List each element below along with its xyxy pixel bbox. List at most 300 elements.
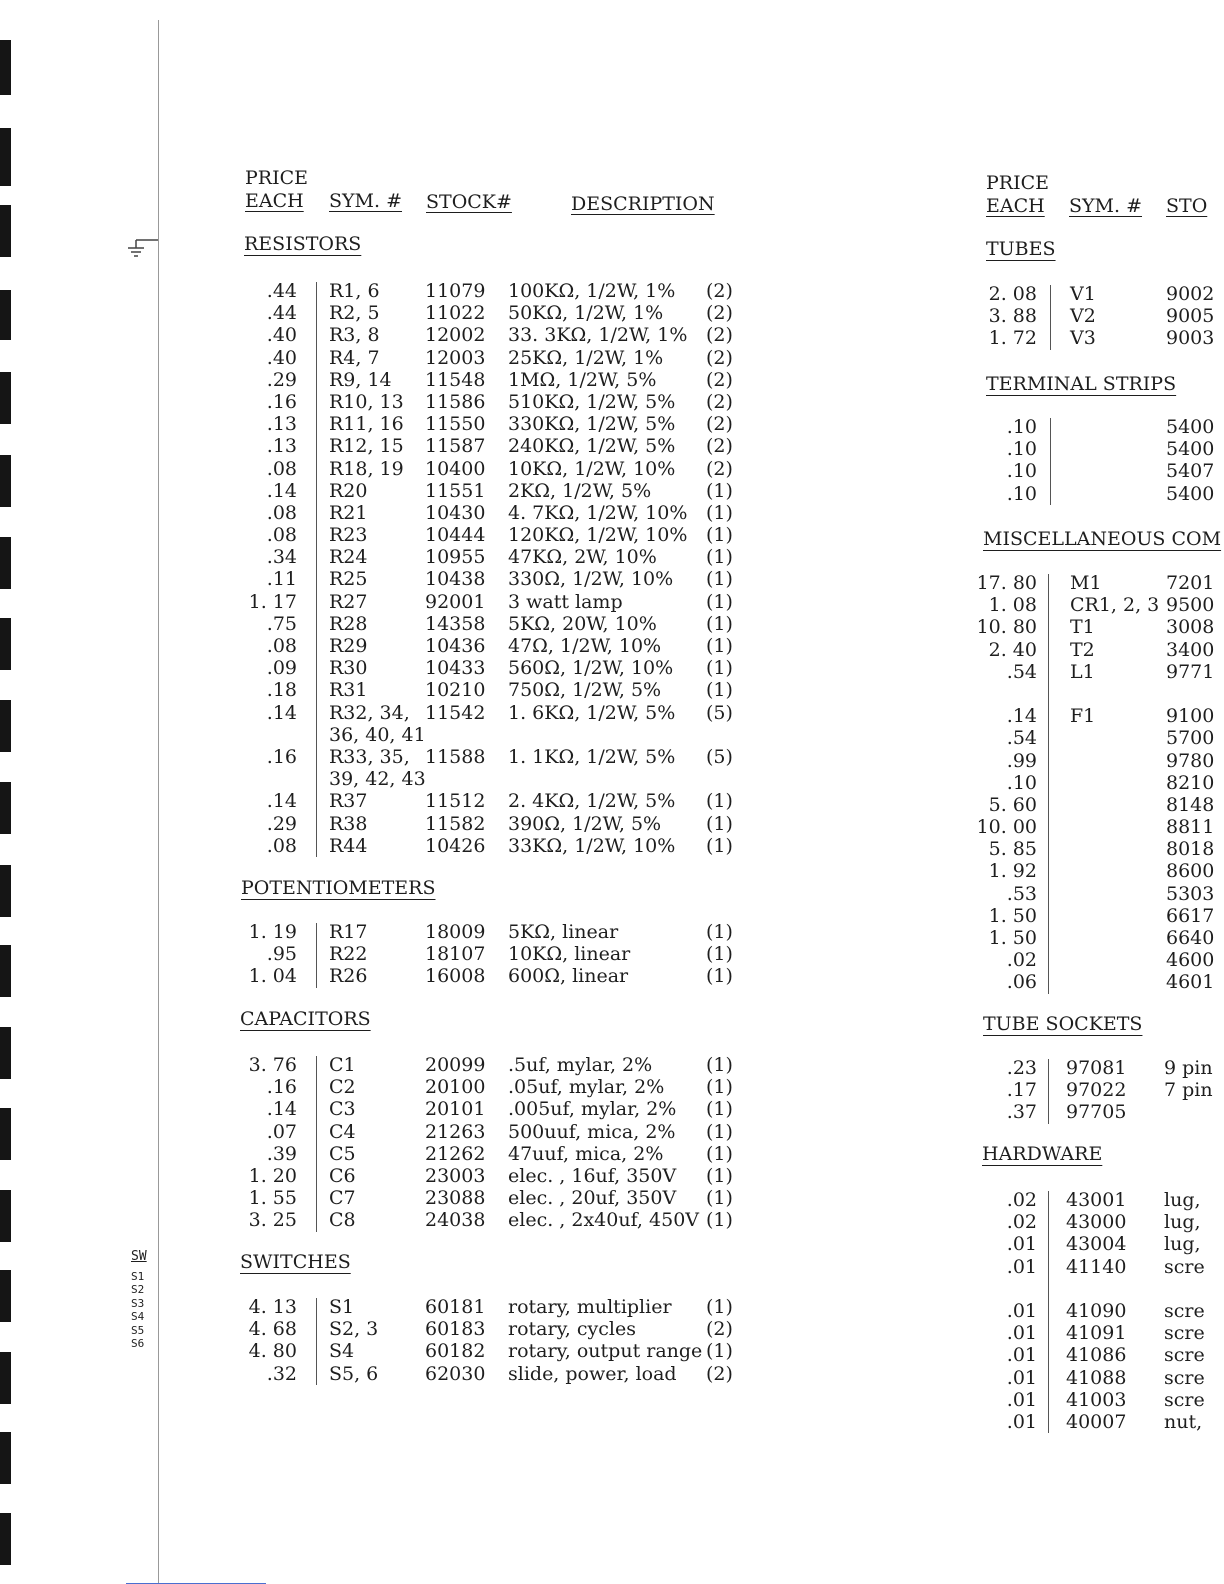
table-row — [980, 860, 1224, 882]
symbol-cell: C4 — [329, 1120, 356, 1143]
price-cell: .54 — [1006, 660, 1037, 683]
symbol-cell: R12, 15 — [329, 435, 404, 458]
table-row — [980, 1344, 1224, 1366]
symbol-cell: 97022 — [1066, 1079, 1127, 1102]
quantity-cell: (1) — [706, 812, 733, 835]
stock-cell: 8210 — [1166, 771, 1215, 794]
description-cell: 600Ω, linear — [508, 965, 629, 988]
symbol-cell: R25 — [329, 568, 368, 591]
price-cell: .07 — [266, 1120, 297, 1143]
price-cell: .01 — [1006, 1410, 1037, 1433]
table-row — [980, 283, 1224, 305]
price-cell: .01 — [1006, 1388, 1037, 1411]
price-cell: .14 — [266, 701, 297, 724]
symbol-cell: R22 — [329, 943, 368, 966]
symbol-cell: 41090 — [1066, 1299, 1127, 1322]
header-each: EACH — [245, 190, 304, 212]
parts-table — [980, 283, 1224, 350]
stock-cell: 9500 — [1166, 594, 1215, 617]
quantity-cell: (1) — [706, 834, 733, 857]
description-cell: 2. 4KΩ, 1/2W, 5% — [508, 790, 676, 813]
price-cell: .34 — [266, 546, 297, 569]
table-row — [980, 727, 1224, 749]
quantity-cell: (1) — [706, 501, 733, 524]
price-cell: .10 — [1006, 482, 1037, 505]
quantity-cell: (1) — [706, 1098, 733, 1121]
stock-cell: 9005 — [1166, 305, 1215, 328]
price-cell: .02 — [1006, 1211, 1037, 1234]
stock-cell: 20099 — [425, 1054, 486, 1076]
quantity-cell: (2) — [706, 324, 733, 347]
description-cell: 560Ω, 1/2W, 10% — [508, 657, 674, 680]
header-description: DESCRIPTION — [571, 193, 715, 215]
stock-cell: 3400 — [1166, 638, 1215, 661]
stock-cell: 7201 — [1166, 572, 1215, 594]
header-each: EACH — [986, 195, 1045, 217]
symbol-cell: C7 — [329, 1187, 356, 1210]
quantity-cell: (1) — [706, 1142, 733, 1165]
description-cell: 120KΩ, 1/2W, 10% — [508, 524, 688, 547]
stock-cell: 60182 — [425, 1340, 486, 1363]
stock-cell: 23003 — [425, 1164, 486, 1187]
symbol-cell: R11, 16 — [329, 413, 404, 436]
stock-cell: 10430 — [425, 501, 486, 524]
symbol-cell: R4, 7 — [329, 346, 380, 369]
stock-cell: 62030 — [425, 1362, 486, 1385]
stock-cell: 20101 — [425, 1098, 486, 1121]
symbol-cell: C5 — [329, 1142, 356, 1165]
quantity-cell: (1) — [706, 1296, 733, 1318]
quantity-cell: (2) — [706, 435, 733, 458]
stock-cell: 8018 — [1166, 838, 1215, 861]
section-title: HARDWARE — [982, 1143, 1103, 1165]
symbol-cell: R32, 34, — [329, 701, 410, 724]
description-cell: .5uf, mylar, 2% — [508, 1054, 653, 1076]
stock-cell: 24038 — [425, 1209, 486, 1232]
table-row — [240, 324, 740, 346]
symbol-cell: 41088 — [1066, 1366, 1127, 1389]
quantity-cell: (1) — [706, 943, 733, 966]
stock-cell: 18009 — [425, 921, 486, 943]
price-cell: .99 — [1006, 749, 1037, 772]
stock-cell: 8148 — [1166, 793, 1215, 816]
symbol-cell: R44 — [329, 834, 368, 857]
price-cell: 17. 80 — [976, 572, 1037, 594]
symbol-cell: C1 — [329, 1054, 356, 1076]
stock-cell: 9002 — [1166, 283, 1215, 305]
price-cell: .02 — [1006, 1189, 1037, 1211]
price-cell: .10 — [1006, 460, 1037, 483]
symbol-cell: R28 — [329, 612, 368, 635]
symbol-cell: 41140 — [1066, 1255, 1127, 1278]
stock-cell: 23088 — [425, 1187, 486, 1210]
stock-cell: 20100 — [425, 1076, 486, 1099]
parts-table — [980, 1057, 1224, 1124]
price-cell: .09 — [266, 657, 297, 680]
stock-cell: 5407 — [1166, 460, 1215, 483]
stock-cell: 9780 — [1166, 749, 1215, 772]
stock-cell: 11079 — [425, 280, 486, 302]
table-row — [240, 943, 740, 965]
price-cell: 5. 60 — [988, 793, 1037, 816]
symbol-cell: R10, 13 — [329, 390, 404, 413]
price-cell: .11 — [266, 568, 297, 591]
stock-cell: 10210 — [425, 679, 486, 702]
stock-cell: 21263 — [425, 1120, 486, 1143]
parts-table — [240, 280, 740, 857]
stock-cell: 5400 — [1166, 438, 1215, 461]
price-cell: .01 — [1006, 1366, 1037, 1389]
section-title: POTENTIOMETERS — [241, 877, 436, 899]
description-cell: 33KΩ, 1/2W, 10% — [508, 834, 676, 857]
price-cell: .54 — [1006, 727, 1037, 750]
quantity-cell: (1) — [706, 635, 733, 657]
stock-cell: scre — [1164, 1322, 1205, 1345]
table-row — [240, 1363, 740, 1385]
stock-cell: 11588 — [425, 745, 486, 768]
price-cell: .13 — [266, 435, 297, 458]
stock-cell: 11022 — [425, 302, 486, 325]
table-row — [980, 838, 1224, 860]
description-cell: 4. 7KΩ, 1/2W, 10% — [508, 501, 688, 524]
symbol-cell: R30 — [329, 657, 368, 680]
symbol-cell: C6 — [329, 1164, 356, 1187]
table-row — [240, 302, 740, 324]
table-row — [240, 347, 740, 369]
description-cell: .005uf, mylar, 2% — [508, 1098, 677, 1121]
price-cell: .44 — [266, 280, 297, 302]
price-cell: .02 — [1006, 949, 1037, 972]
quantity-cell: (1) — [706, 790, 733, 813]
description-cell: 25KΩ, 1/2W, 1% — [508, 346, 664, 369]
price-cell: .08 — [266, 457, 297, 480]
stock-cell: 5700 — [1166, 727, 1215, 750]
stock-cell: 6640 — [1166, 927, 1215, 949]
header-price: PRICE — [245, 167, 309, 189]
price-cell: .08 — [266, 501, 297, 524]
description-cell: 33. 3KΩ, 1/2W, 1% — [508, 324, 688, 347]
description-cell: 47KΩ, 2W, 10% — [508, 546, 657, 569]
symbol-cell: 40007 — [1066, 1410, 1127, 1433]
description-cell: elec. , 2x40uf, 450V — [508, 1209, 700, 1232]
symbol-cell: R38 — [329, 812, 368, 835]
description-cell: 10KΩ, 1/2W, 10% — [508, 457, 676, 480]
price-cell: 5. 85 — [988, 838, 1037, 861]
table-row — [980, 1079, 1224, 1101]
table-row — [240, 546, 740, 568]
price-cell: .01 — [1006, 1255, 1037, 1278]
table-row — [980, 683, 1224, 705]
parts-table — [240, 1296, 740, 1385]
stock-cell: 21262 — [425, 1142, 486, 1165]
symbol-cell: R23 — [329, 524, 368, 547]
table-row — [240, 835, 740, 857]
symbol-cell: L1 — [1070, 660, 1095, 683]
table-row — [980, 594, 1224, 616]
table-row — [980, 661, 1224, 683]
symbol-cell: 41003 — [1066, 1388, 1127, 1411]
symbol-cell: V3 — [1070, 327, 1096, 350]
table-row — [980, 1389, 1224, 1411]
table-row — [980, 905, 1224, 927]
table-row — [240, 702, 740, 724]
price-cell: 1. 72 — [988, 327, 1037, 350]
price-cell: .10 — [1006, 771, 1037, 794]
description-cell: 47uuf, mica, 2% — [508, 1142, 664, 1165]
switch-label: S5 — [131, 1323, 145, 1337]
table-row — [240, 1165, 740, 1187]
table-row — [240, 1098, 740, 1120]
stock-cell: 9771 — [1166, 660, 1215, 683]
stock-cell: 6617 — [1166, 904, 1215, 927]
price-cell: .14 — [266, 790, 297, 813]
table-row — [980, 705, 1224, 727]
table-row — [980, 750, 1224, 772]
price-cell: 1. 08 — [988, 594, 1037, 617]
symbol-cell: 43000 — [1066, 1211, 1127, 1234]
symbol-cell: T2 — [1070, 638, 1095, 661]
stock-cell: 11582 — [425, 812, 486, 835]
table-row — [240, 435, 740, 457]
quantity-cell: (1) — [706, 1054, 733, 1076]
symbol-cell: T1 — [1070, 616, 1095, 639]
price-cell: .14 — [266, 479, 297, 502]
table-row — [980, 971, 1224, 993]
price-cell: .16 — [266, 745, 297, 768]
table-row — [240, 613, 740, 635]
quantity-cell: (2) — [706, 390, 733, 413]
price-cell: .39 — [266, 1142, 297, 1165]
price-cell: 1. 17 — [248, 590, 297, 613]
description-cell: 47Ω, 1/2W, 10% — [508, 635, 662, 657]
price-cell: .08 — [266, 524, 297, 547]
price-cell: 1. 19 — [248, 921, 297, 943]
table-row — [240, 1121, 740, 1143]
price-cell: 3. 25 — [248, 1209, 297, 1232]
table-row — [980, 794, 1224, 816]
symbol-cell: C2 — [329, 1076, 356, 1099]
table-row — [240, 679, 740, 701]
description-cell: 3 watt lamp — [508, 590, 623, 613]
symbol-cell: S2, 3 — [329, 1318, 379, 1341]
symbol-cell: C3 — [329, 1098, 356, 1121]
table-row — [980, 1411, 1224, 1433]
symbol-cell: S1 — [329, 1296, 355, 1318]
description-cell: .05uf, mylar, 2% — [508, 1076, 665, 1099]
switch-label: S1 — [131, 1269, 145, 1283]
quantity-cell: (1) — [706, 965, 733, 988]
table-row — [240, 813, 740, 835]
description-cell: 390Ω, 1/2W, 5% — [508, 812, 662, 835]
symbol-cell: 43001 — [1066, 1189, 1127, 1211]
table-row — [240, 524, 740, 546]
symbol-cell: R24 — [329, 546, 368, 569]
table-row — [240, 921, 740, 943]
price-cell: .75 — [266, 612, 297, 635]
quantity-cell: (1) — [706, 1120, 733, 1143]
table-row — [980, 1101, 1224, 1123]
description-cell: 1. 6KΩ, 1/2W, 5% — [508, 701, 676, 724]
symbol-cell: C8 — [329, 1209, 356, 1232]
stock-cell: lug, — [1164, 1189, 1201, 1211]
table-row — [240, 1318, 740, 1340]
table-row — [980, 1300, 1224, 1322]
stock-cell: 8600 — [1166, 860, 1215, 883]
symbol-cell: F1 — [1070, 705, 1096, 728]
parts-table — [980, 416, 1224, 505]
price-cell: .10 — [1006, 438, 1037, 461]
quantity-cell: (2) — [706, 302, 733, 325]
table-row — [980, 305, 1224, 327]
table-row — [980, 1057, 1224, 1079]
description-cell: elec. , 20uf, 350V — [508, 1187, 677, 1210]
price-cell: .08 — [266, 635, 297, 657]
symbol-cell: M1 — [1070, 572, 1102, 594]
table-row — [240, 369, 740, 391]
price-cell: .13 — [266, 413, 297, 436]
price-cell: .16 — [266, 390, 297, 413]
symbol-cell: R27 — [329, 590, 368, 613]
price-cell: 10. 00 — [976, 816, 1037, 839]
price-cell: .10 — [1006, 416, 1037, 438]
price-cell: 4. 68 — [248, 1318, 297, 1341]
stock-cell: scre — [1164, 1299, 1205, 1322]
symbol-cell: R18, 19 — [329, 457, 404, 480]
description-cell: 240KΩ, 1/2W, 5% — [508, 435, 676, 458]
symbol-cell: R29 — [329, 635, 368, 657]
table-row — [240, 391, 740, 413]
symbol-cell: R9, 14 — [329, 368, 392, 391]
price-cell: .01 — [1006, 1322, 1037, 1345]
stock-cell: nut, — [1164, 1410, 1203, 1433]
quantity-cell: (1) — [706, 524, 733, 547]
stock-cell: 60181 — [425, 1296, 486, 1318]
symbol-cell: R1, 6 — [329, 280, 380, 302]
description-cell: 50KΩ, 1/2W, 1% — [508, 302, 664, 325]
switch-legend — [131, 1250, 147, 1351]
price-cell: 1. 55 — [248, 1187, 297, 1210]
table-row — [980, 1189, 1224, 1211]
symbol-cell: S4 — [329, 1340, 355, 1363]
stock-cell: 3008 — [1166, 616, 1215, 639]
symbol-cell: R3, 8 — [329, 324, 380, 347]
symbol-cell: V1 — [1070, 283, 1096, 305]
table-row — [240, 591, 740, 613]
quantity-cell: (1) — [706, 612, 733, 635]
quantity-cell: (1) — [706, 1076, 733, 1099]
stock-cell: 11587 — [425, 435, 486, 458]
section-title: SWITCHES — [240, 1251, 351, 1273]
price-cell: 10. 80 — [976, 616, 1037, 639]
description-cell: 500uuf, mica, 2% — [508, 1120, 676, 1143]
price-cell: .16 — [266, 1076, 297, 1099]
stock-cell: 18107 — [425, 943, 486, 966]
price-cell: .29 — [266, 368, 297, 391]
price-cell: .29 — [266, 812, 297, 835]
price-cell: 1. 04 — [248, 965, 297, 988]
symbol-cell: 41091 — [1066, 1322, 1127, 1345]
stock-cell: 11542 — [425, 701, 486, 724]
switch-label: S6 — [131, 1337, 145, 1350]
price-cell: .08 — [266, 834, 297, 857]
stock-cell: 12003 — [425, 346, 486, 369]
table-row — [240, 568, 740, 590]
description-cell: 10KΩ, linear — [508, 943, 631, 966]
section-title: TUBES — [986, 238, 1056, 260]
stock-cell: 11512 — [425, 790, 486, 813]
header-stock: STOCK# — [426, 191, 512, 213]
price-cell: .01 — [1006, 1233, 1037, 1256]
table-row — [980, 460, 1224, 482]
table-row — [240, 965, 740, 987]
table-row — [980, 949, 1224, 971]
switch-label: S2 — [131, 1283, 145, 1296]
price-cell: .40 — [266, 346, 297, 369]
stock-cell: 9100 — [1166, 705, 1215, 728]
stock-cell: 10433 — [425, 657, 486, 680]
table-row — [976, 616, 1224, 639]
price-cell: .95 — [266, 943, 297, 966]
stock-cell: 11551 — [425, 479, 486, 502]
header-sym: SYM. # — [329, 190, 403, 212]
stock-cell: 10426 — [425, 834, 486, 857]
stock-cell: 10955 — [425, 546, 486, 569]
table-row — [240, 1209, 740, 1231]
quantity-cell: (2) — [706, 368, 733, 391]
quantity-cell: (2) — [706, 457, 733, 480]
table-row — [240, 657, 740, 679]
quantity-cell: (2) — [706, 346, 733, 369]
stock-cell: 11586 — [425, 390, 486, 413]
symbol-cell: 97081 — [1066, 1057, 1127, 1079]
table-row — [240, 724, 740, 746]
table-row — [980, 1278, 1224, 1300]
stock-cell: 14358 — [425, 612, 486, 635]
description-cell: rotary, output range — [508, 1340, 703, 1363]
price-cell: 1. 92 — [988, 860, 1037, 883]
quantity-cell: (1) — [706, 590, 733, 613]
symbol-cell: 41086 — [1066, 1344, 1127, 1367]
section-title: TUBE SOCKETS — [983, 1013, 1143, 1035]
stock-cell: 10438 — [425, 568, 486, 591]
price-cell: .32 — [266, 1362, 297, 1385]
table-row — [240, 413, 740, 435]
table-row — [980, 416, 1224, 438]
table-row — [980, 1233, 1224, 1255]
description-cell: 100KΩ, 1/2W, 1% — [508, 280, 676, 302]
stock-cell: lug, — [1164, 1233, 1201, 1256]
price-cell: 1. 50 — [988, 904, 1037, 927]
price-cell: 3. 88 — [988, 305, 1037, 328]
table-row — [980, 327, 1224, 349]
table-row — [980, 1211, 1224, 1233]
symbol-cell: R37 — [329, 790, 368, 813]
table-row — [240, 1076, 740, 1098]
price-cell: .06 — [1006, 971, 1037, 994]
stock-cell: 4600 — [1166, 949, 1215, 972]
table-row — [240, 635, 740, 657]
quantity-cell: (1) — [706, 921, 733, 943]
symbol-cell: 39, 42, 43 — [329, 768, 426, 791]
table-row — [240, 280, 740, 302]
symbol-cell: R33, 35, — [329, 745, 410, 768]
table-row — [240, 768, 740, 790]
stock-cell: 7 pin — [1164, 1079, 1213, 1102]
price-cell: .53 — [1006, 882, 1037, 905]
description-cell: 2KΩ, 1/2W, 5% — [508, 479, 652, 502]
price-cell: .18 — [266, 679, 297, 702]
price-cell: 4. 80 — [248, 1340, 297, 1363]
